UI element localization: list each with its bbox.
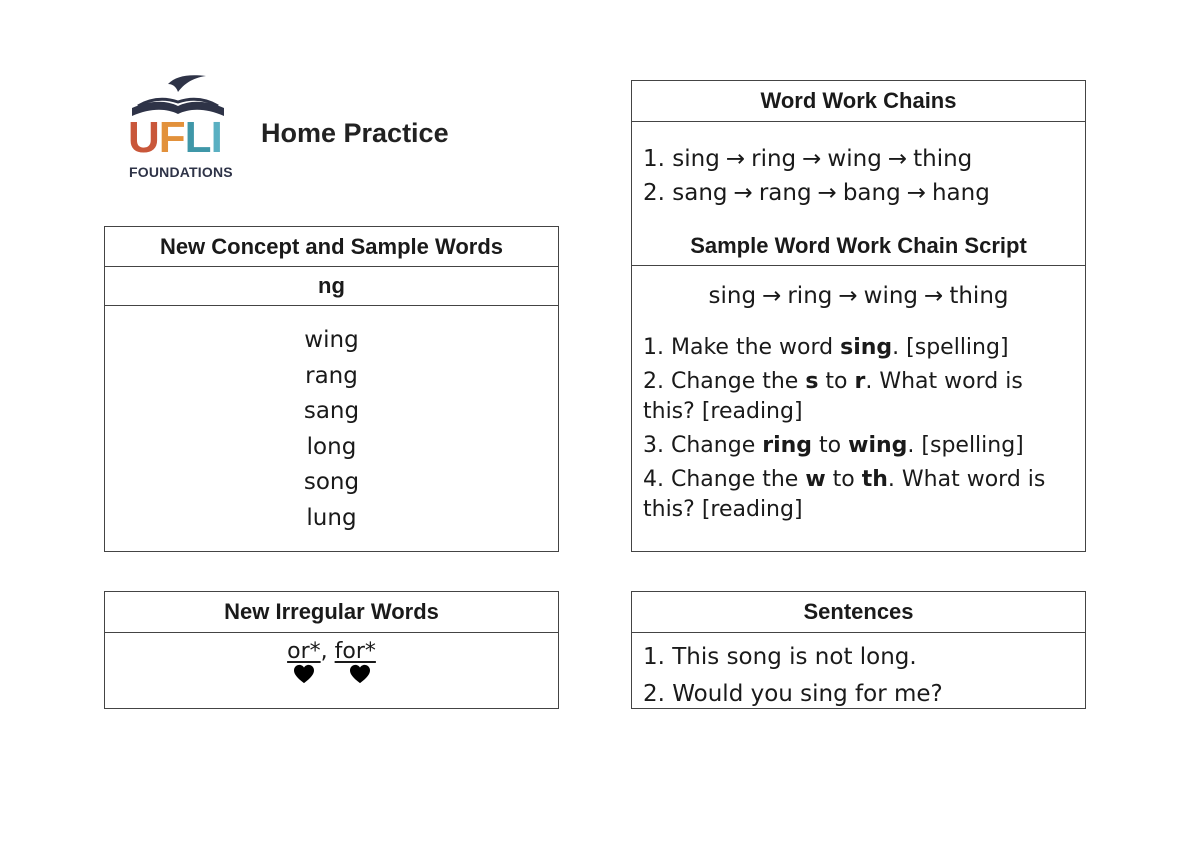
logo-letter-l: L xyxy=(184,113,211,162)
logo-letter-i: I xyxy=(210,113,222,162)
new-concept-box xyxy=(104,226,559,552)
chain-word: hang xyxy=(931,180,990,206)
sentence: 1. This song is not long. xyxy=(643,644,917,670)
arrow-icon: → xyxy=(762,283,782,309)
script-step-2 xyxy=(643,367,1071,427)
step-number: 4. xyxy=(643,467,664,492)
word-work-chains-heading: Word Work Chains xyxy=(632,81,1085,122)
script-step-1 xyxy=(643,333,1071,363)
step-text: . What word is this? [reading] xyxy=(643,467,1046,522)
step-bold: th xyxy=(861,467,888,492)
step-text: . What word is this? [reading] xyxy=(643,369,1023,424)
chain-word: wing xyxy=(863,283,919,309)
chain-word: sang xyxy=(672,180,728,206)
step-text: Make the word xyxy=(671,335,841,360)
concept-label: ng xyxy=(105,267,558,306)
irregular-word-list xyxy=(105,633,558,684)
sample-word: long xyxy=(306,433,357,460)
script-step-4 xyxy=(643,465,1071,525)
irregular-words-heading: New Irregular Words xyxy=(105,592,558,633)
step-bold: w xyxy=(805,467,826,492)
irregular-word: or* xyxy=(287,639,321,664)
step-number: 3. xyxy=(643,433,664,458)
irregular-words-box xyxy=(104,591,559,709)
chain-word: sing xyxy=(708,283,757,309)
step-text: Change the xyxy=(671,369,806,394)
irregular-word: for* xyxy=(334,639,376,664)
arrow-icon: → xyxy=(906,180,926,206)
logo-letter-u: U xyxy=(128,113,159,162)
sentences-box xyxy=(631,591,1086,709)
sample-word: lung xyxy=(306,504,357,531)
step-bold: sing xyxy=(840,335,893,360)
chain-word: sing xyxy=(672,146,720,172)
step-text: Change the xyxy=(671,467,806,492)
sample-script-heading: Sample Word Work Chain Script xyxy=(632,226,1085,266)
sample-script-box xyxy=(631,226,1086,552)
step-text: . [spelling] xyxy=(907,433,1024,458)
sample-word: sang xyxy=(303,398,360,424)
arrow-icon: → xyxy=(817,180,837,206)
step-number: 2. xyxy=(643,369,664,394)
sample-word: song xyxy=(303,469,360,495)
heart-icon xyxy=(349,664,371,684)
step-bold: r xyxy=(854,369,866,394)
chain-word: ring xyxy=(751,146,797,172)
sample-word: wing xyxy=(304,327,359,353)
step-text: Change xyxy=(671,433,763,458)
sentence: 2. Would you sing for me? xyxy=(643,681,943,707)
chain-number: 2. xyxy=(643,180,665,206)
sample-chain xyxy=(632,266,1085,313)
arrow-icon: → xyxy=(887,146,908,172)
logo-letters xyxy=(128,113,222,162)
step-bold: ring xyxy=(762,433,813,458)
ufli-logo xyxy=(128,72,233,182)
separator: , xyxy=(320,639,335,664)
script-step-3 xyxy=(643,431,1071,461)
arrow-icon: → xyxy=(802,146,822,172)
chain-line-2 xyxy=(643,176,1085,210)
word-work-chains-box xyxy=(631,80,1086,227)
step-bold: s xyxy=(805,369,819,394)
chain-word: wing xyxy=(827,146,882,172)
arrow-icon: → xyxy=(838,283,858,309)
sentences-heading: Sentences xyxy=(632,592,1085,633)
chain-word: rang xyxy=(758,180,812,206)
arrow-icon: → xyxy=(733,180,753,206)
heart-row xyxy=(105,664,558,684)
new-concept-heading: New Concept and Sample Words xyxy=(105,227,558,267)
logo-subtitle: FOUNDATIONS xyxy=(129,164,233,180)
chain-line-1 xyxy=(643,142,1085,176)
page-title: Home Practice xyxy=(261,118,449,148)
step-number: 1. xyxy=(643,335,664,360)
step-text: . [spelling] xyxy=(892,335,1009,360)
chain-word: bang xyxy=(842,180,901,206)
arrow-icon: → xyxy=(924,283,944,309)
step-text: to xyxy=(818,369,855,394)
sample-word-list xyxy=(105,306,558,536)
logo-letter-f: F xyxy=(158,113,185,162)
heart-icon xyxy=(293,664,315,684)
arrow-icon: → xyxy=(725,146,746,172)
chain-word: ring xyxy=(787,283,833,309)
step-bold: wing xyxy=(848,433,908,458)
step-text: to xyxy=(812,433,849,458)
sample-word: rang xyxy=(305,362,358,389)
chain-number: 1. xyxy=(643,146,665,172)
step-text: to xyxy=(825,467,862,492)
chain-word: thing xyxy=(949,283,1009,309)
chain-word: thing xyxy=(913,146,973,172)
